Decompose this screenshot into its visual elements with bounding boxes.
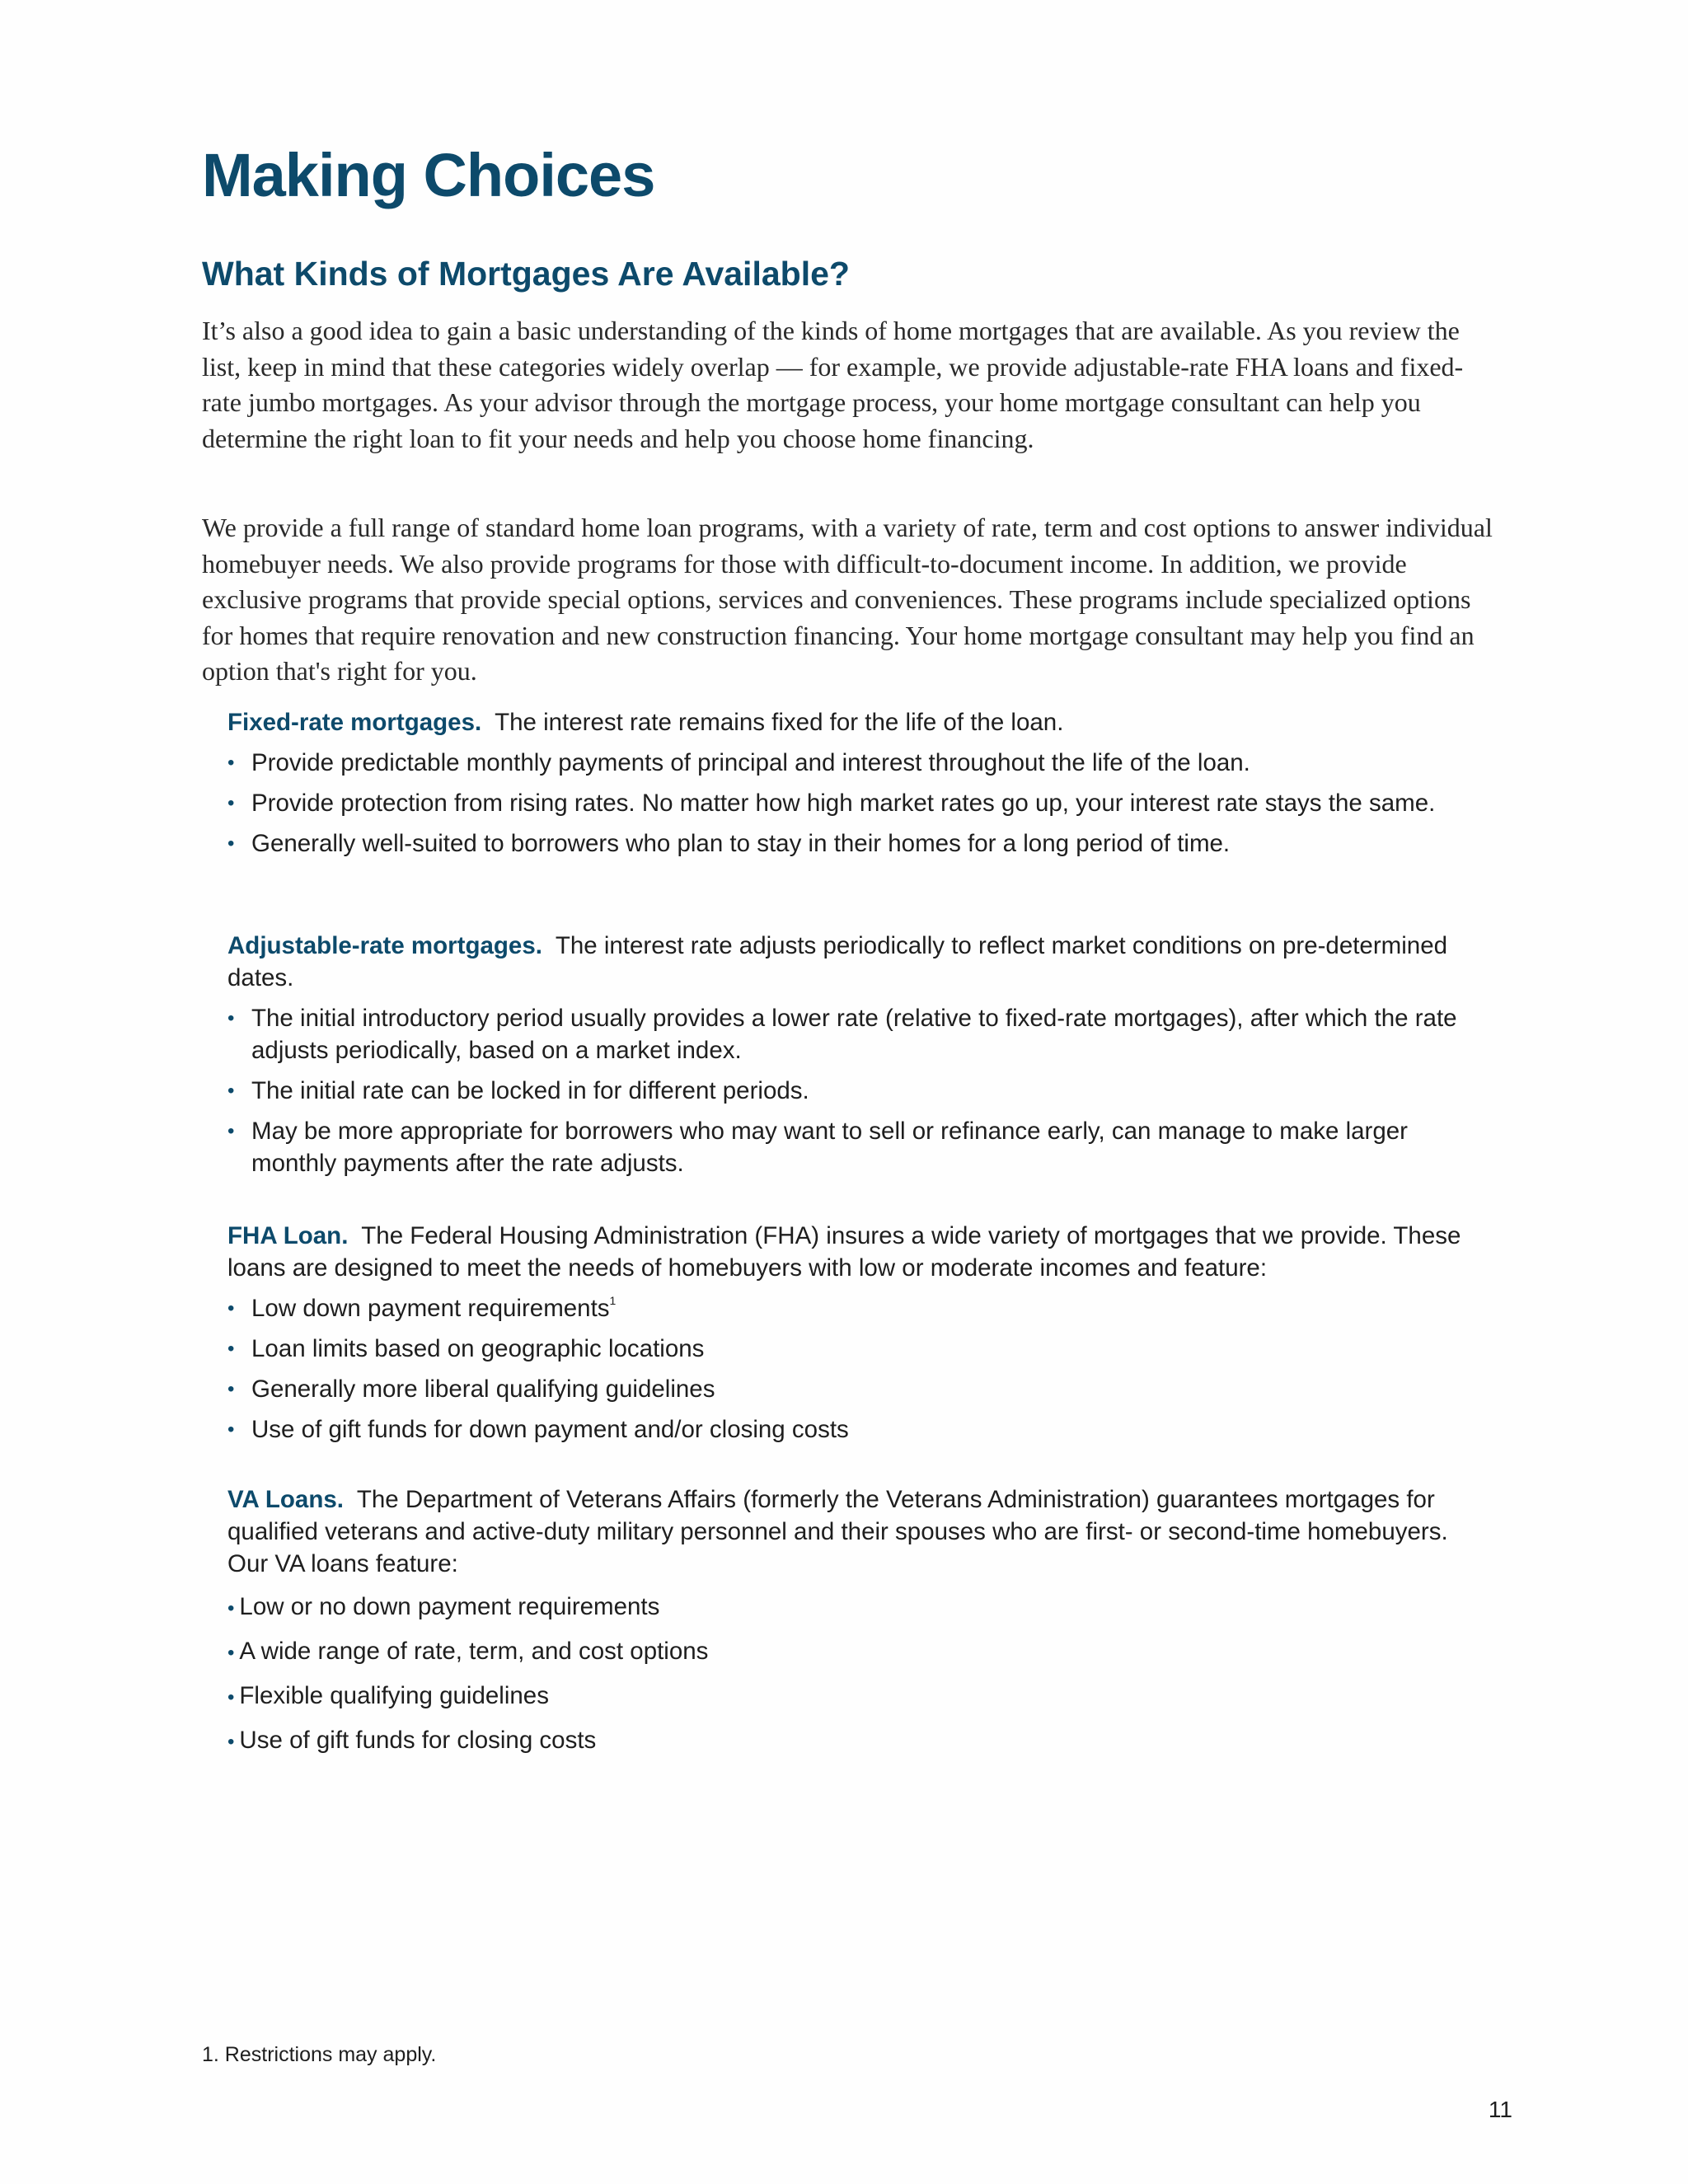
fha-loan-term: FHA Loan. <box>227 1222 349 1249</box>
fixed-rate-list <box>227 747 1480 860</box>
list-item <box>227 827 1480 860</box>
bullet-icon: • <box>227 1338 235 1360</box>
list-item <box>227 1724 1480 1758</box>
fha-loan-list <box>227 1292 1480 1446</box>
list-item-text: Generally well-suited to borrowers who plan to stay in their homes for a long period of time. <box>251 830 1231 857</box>
va-loans-lead <box>227 1483 1480 1580</box>
list-item <box>227 1333 1480 1365</box>
list-item <box>227 1680 1480 1713</box>
bullet-icon: • <box>227 832 235 855</box>
fixed-rate-description: The interest rate remains fixed for the life of the loan. <box>495 709 1064 736</box>
bullet-icon: • <box>227 1418 235 1441</box>
va-loans-section <box>227 1483 1480 1758</box>
list-item <box>227 1413 1480 1446</box>
list-item-text: Generally more liberal qualifying guidelines <box>251 1376 715 1403</box>
list-item <box>227 1292 1480 1324</box>
footnote-reference: 1 <box>609 1294 617 1307</box>
bullet-icon: • <box>227 1120 235 1142</box>
list-item <box>227 1002 1480 1066</box>
list-item <box>227 1115 1480 1179</box>
footnote: 1. Restrictions may apply. <box>202 2043 437 2066</box>
list-item-text: Low or no down payment requirements <box>239 1593 660 1620</box>
fixed-rate-lead <box>227 706 1480 738</box>
bullet-icon: • <box>227 1642 235 1664</box>
bullet-icon: • <box>227 1731 235 1753</box>
list-item-text: Low down payment requirements <box>251 1295 610 1322</box>
fha-loan-description: The Federal Housing Administration (FHA) insures a wide variety of mortgages that we provide. These loans are designed to meet the needs of homebuyers with low or moderate incomes and feature: <box>227 1222 1461 1282</box>
bullet-icon: • <box>227 792 235 814</box>
list-item-text: Flexible qualifying guidelines <box>239 1682 549 1709</box>
fixed-rate-term: Fixed-rate mortgages. <box>227 709 482 736</box>
page-number: 11 <box>1488 2097 1512 2122</box>
list-item <box>227 1075 1480 1107</box>
list-item-text: Provide predictable monthly payments of principal and interest throughout the life of the loan. <box>251 749 1250 776</box>
adjustable-rate-list <box>227 1002 1480 1179</box>
bullet-icon: • <box>227 1378 235 1400</box>
list-item-text: A wide range of rate, term, and cost options <box>239 1638 709 1665</box>
fixed-rate-section <box>227 706 1480 860</box>
adjustable-rate-description: The interest rate adjusts periodically to reflect market conditions on pre-determined dates. <box>227 932 1448 991</box>
va-loans-list <box>227 1591 1480 1758</box>
list-item-text: Use of gift funds for closing costs <box>239 1727 597 1754</box>
list-item <box>227 1373 1480 1405</box>
intro-paragraph: We provide a full range of standard home loan programs, with a variety of rate, term and cost options to answer individual homebuyer needs. We also provide programs for those with difficult-to-document income. In addition, we provide exclusive programs that provide special options, services and conveniences. These programs include specialized options for homes that require renovation and new construction financing. Your home mortgage consultant may help you find an option that's right for you. <box>202 513 1493 686</box>
bullet-icon: • <box>227 1686 235 1708</box>
page-title: Making Choices <box>202 141 655 209</box>
list-item <box>227 1591 1480 1624</box>
adjustable-rate-term: Adjustable-rate mortgages. <box>227 932 542 959</box>
list-item-text: Use of gift funds for down payment and/or closing costs <box>251 1416 849 1443</box>
bullet-icon: • <box>227 1597 235 1619</box>
list-item-text: The initial rate can be locked in for different periods. <box>251 1077 809 1104</box>
fha-loan-section <box>227 1220 1480 1446</box>
list-item-text: The initial introductory period usually provides a lower rate (relative to fixed-rate mortgages), after which the rate adjusts periodically, based on a market index. <box>251 1005 1457 1064</box>
va-loans-description: The Department of Veterans Affairs (formerly the Veterans Administration) guarantees mortgages for qualified veterans and active-duty military personnel and their spouses who are first- or second-time homebuyers. Our VA loans feature: <box>227 1486 1448 1577</box>
list-item-text: May be more appropriate for borrowers who may want to sell or refinance early, can manage to make larger monthly payments after the rate adjusts. <box>251 1118 1408 1177</box>
adjustable-rate-section <box>227 930 1480 1179</box>
list-item <box>227 787 1480 819</box>
bullet-icon: • <box>227 1080 235 1102</box>
intro-paragraph: It’s also a good idea to gain a basic understanding of the kinds of home mortgages that are available. As you review the list, keep in mind that these categories widely overlap — for example, we provide adjustable-rate FHA loans and fixed-rate jumbo mortgages. As your advisor through the mortgage process, your home mortgage consultant can help you determine the right loan to fit your needs and help you choose home financing. <box>202 316 1464 453</box>
fha-loan-lead <box>227 1220 1480 1284</box>
va-loans-term: VA Loans. <box>227 1486 344 1513</box>
list-item <box>227 747 1480 779</box>
bullet-icon: • <box>227 752 235 774</box>
bullet-icon: • <box>227 1007 235 1029</box>
list-item <box>227 1635 1480 1669</box>
section-heading: What Kinds of Mortgages Are Available? <box>202 255 850 293</box>
adjustable-rate-lead <box>227 930 1480 994</box>
list-item-text: Provide protection from rising rates. No matter how high market rates go up, your interest rate stays the same. <box>251 790 1436 817</box>
bullet-icon: • <box>227 1297 235 1319</box>
list-item-text: Loan limits based on geographic locations <box>251 1335 705 1362</box>
